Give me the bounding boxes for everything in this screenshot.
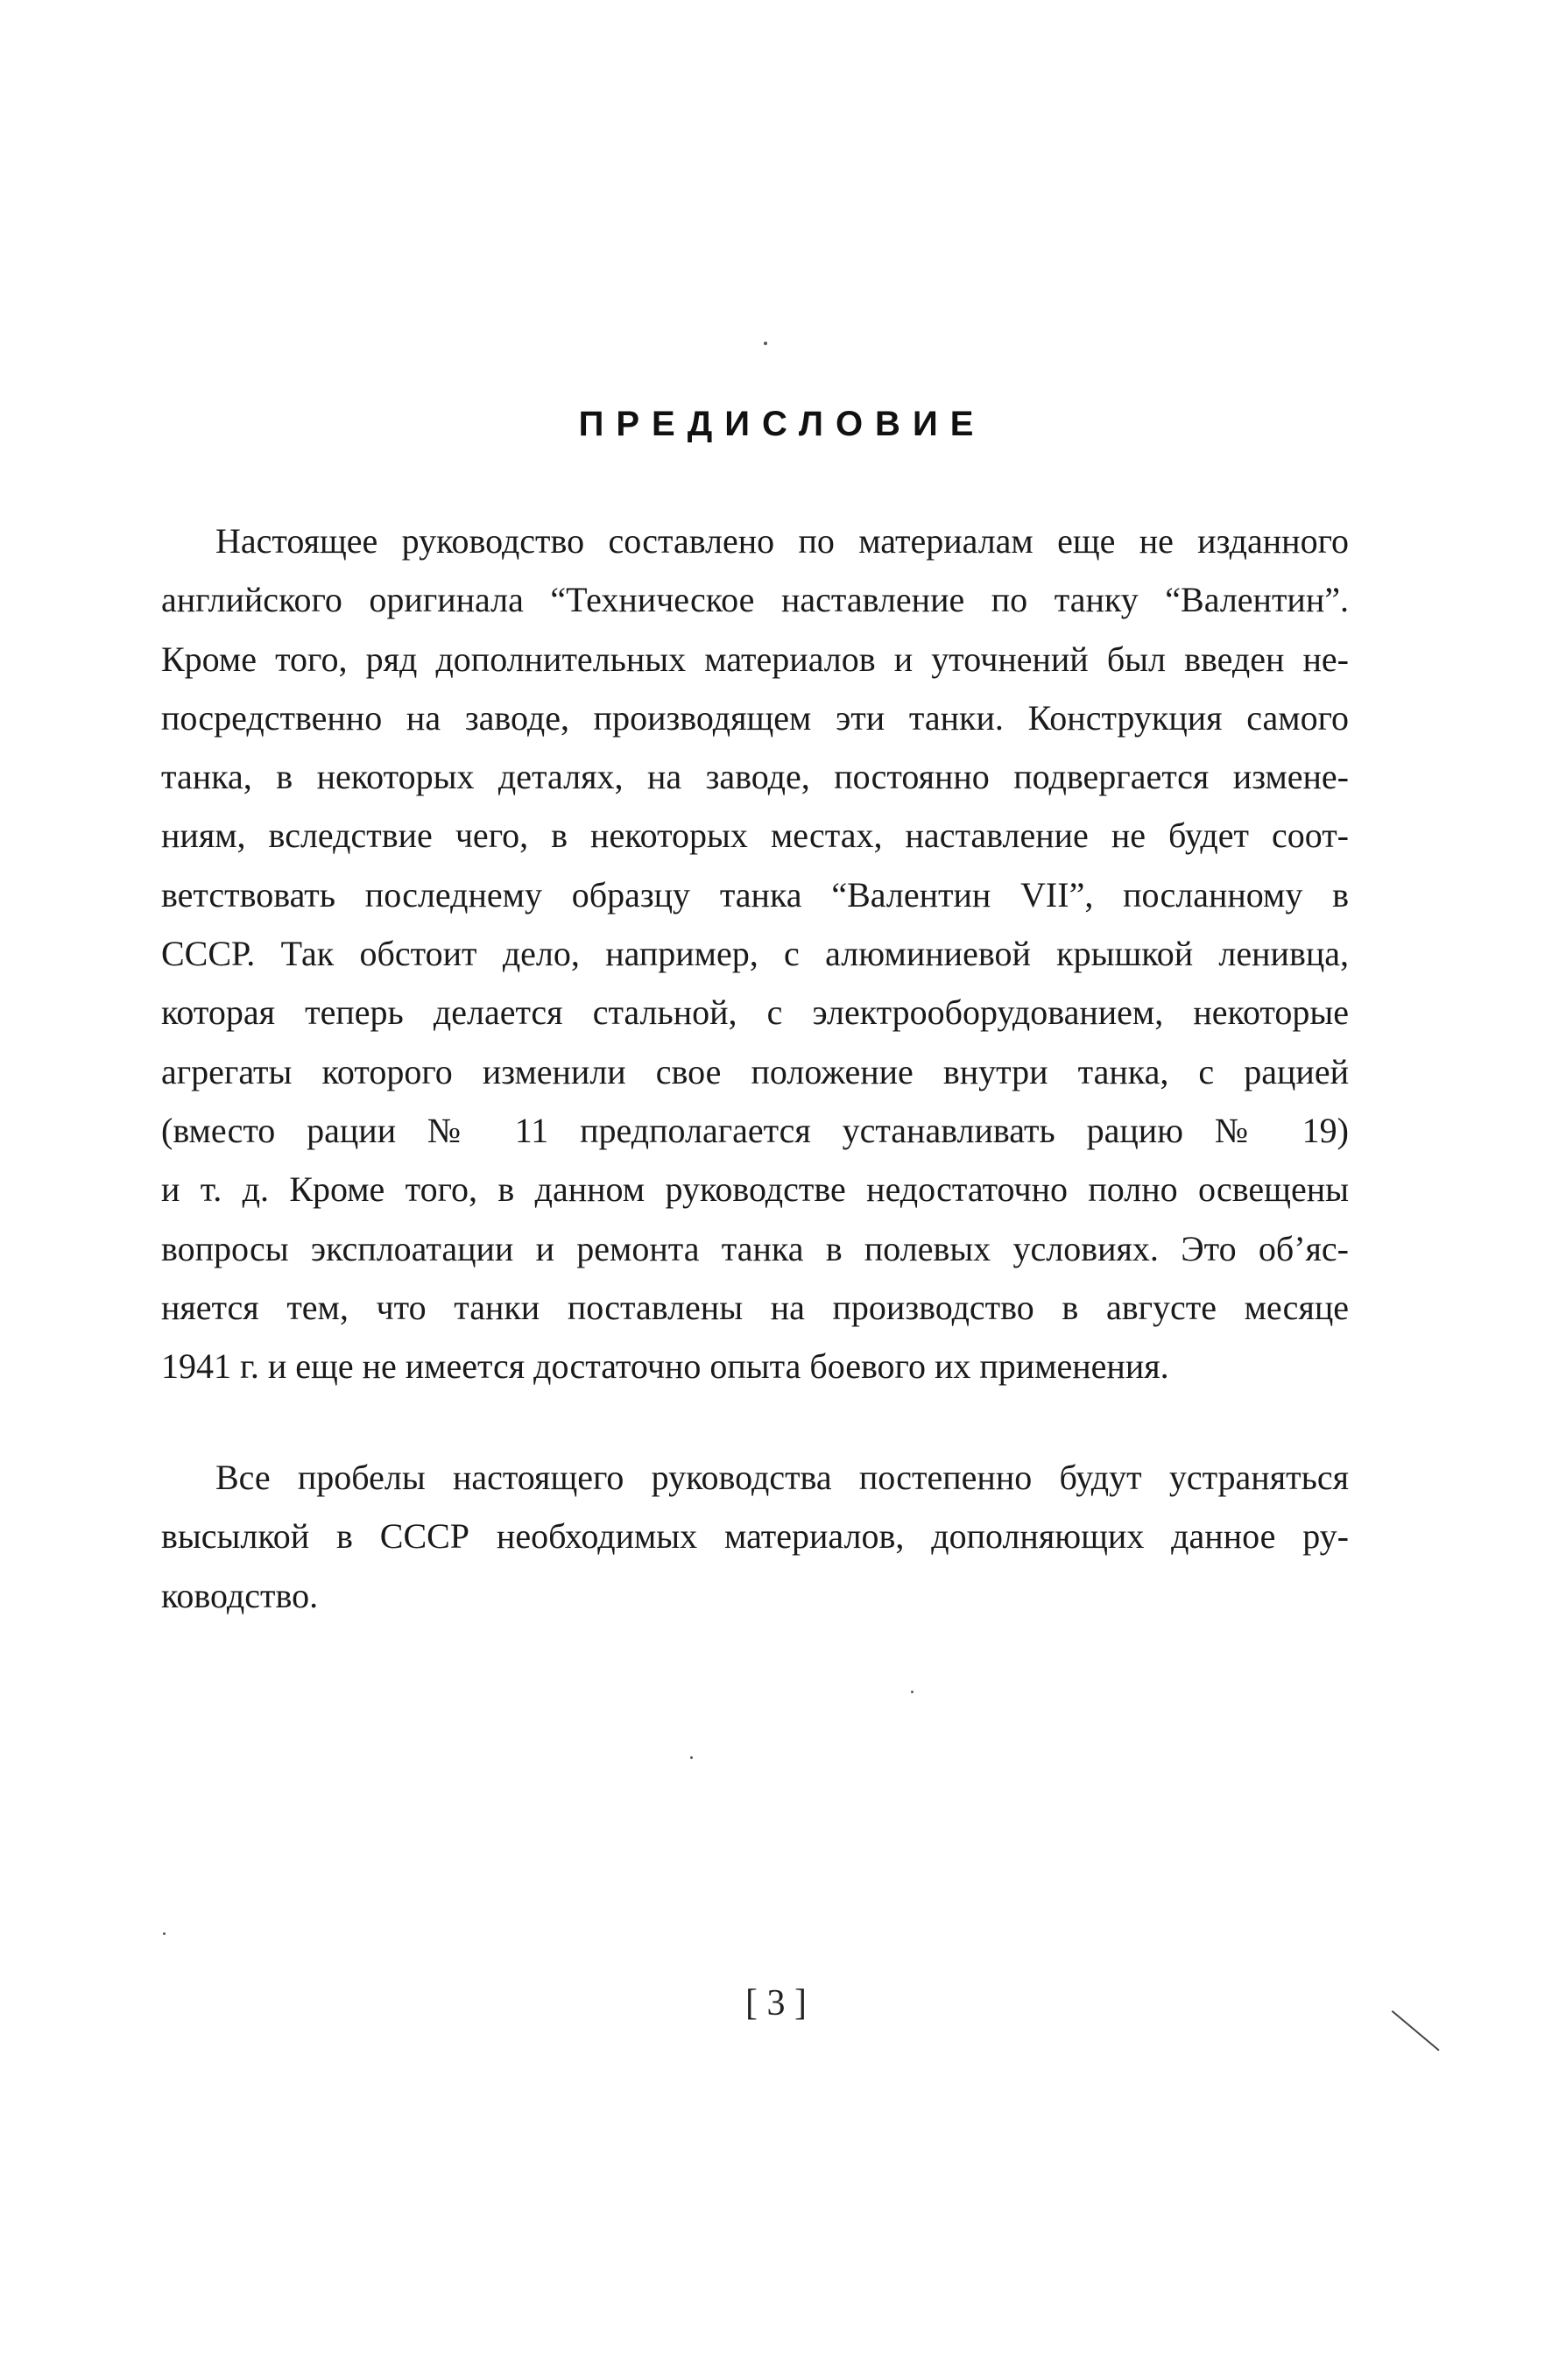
scan-speck [690,1756,693,1759]
text-line: ветствовать последнему образцу танка “Валентин VII”, посланному в [161,874,1349,915]
text-line: СССР. Так обстоит дело, например, с алюминиевой крышкой ленивца, [161,934,1349,974]
text-line: ниям, вследствие чего, в некоторых местах, наставление не будет соот- [161,816,1349,856]
text-line: и т. д. Кроме того, в данном руководстве недостаточно полно освещены [161,1169,1349,1210]
text-line: агрегаты которого изменили свое положение внутри танка, с рацией [161,1051,1349,1091]
text-line: которая теперь делается стальной, с электрооборудованием, некоторые [161,992,1349,1033]
text-line: высылкой в СССР необходимых материалов, дополняющих данное ру- [161,1516,1349,1557]
scan-speck [163,1932,166,1935]
text-line: посредственно на заводе, производящем эти танки. Конструкция самого [161,697,1349,738]
text-line: Настоящее руководство составлено по материалам еще не изданного [215,521,1349,561]
text-line: Кроме того, ряд дополнительных материалов и уточнений был введен не- [161,639,1349,679]
scan-speck [911,1691,914,1693]
text-line: вопросы эксплоатации и ремонта танка в полевых условиях. Это об’яс- [161,1228,1349,1268]
text-line: английского оригинала “Техническое наставление по танку “Валентин”. [161,580,1349,620]
paragraph-2 [161,1448,1349,1625]
paragraph-1 [161,512,1349,1395]
text-line: Все пробелы настоящего руководства постепенно будут устраняться [215,1458,1349,1497]
text-line: 1941 г. и еще не имеется достаточно опыта боевого их применения. [161,1346,1169,1387]
text-line: танка, в некоторых деталях, на заводе, постоянно подвергается измене- [161,757,1349,797]
page-number: [ 3 ] [745,1983,807,2023]
page-title: ПРЕДИСЛОВИЕ [578,405,986,443]
scan-speck [764,342,767,345]
text-line: (вместо рации № 11 предполагается устанавливать рацию № 19) [161,1110,1349,1150]
text-line: няется тем, что танки поставлены на производство в августе месяце [161,1287,1349,1327]
text-line: ководство. [161,1575,319,1615]
